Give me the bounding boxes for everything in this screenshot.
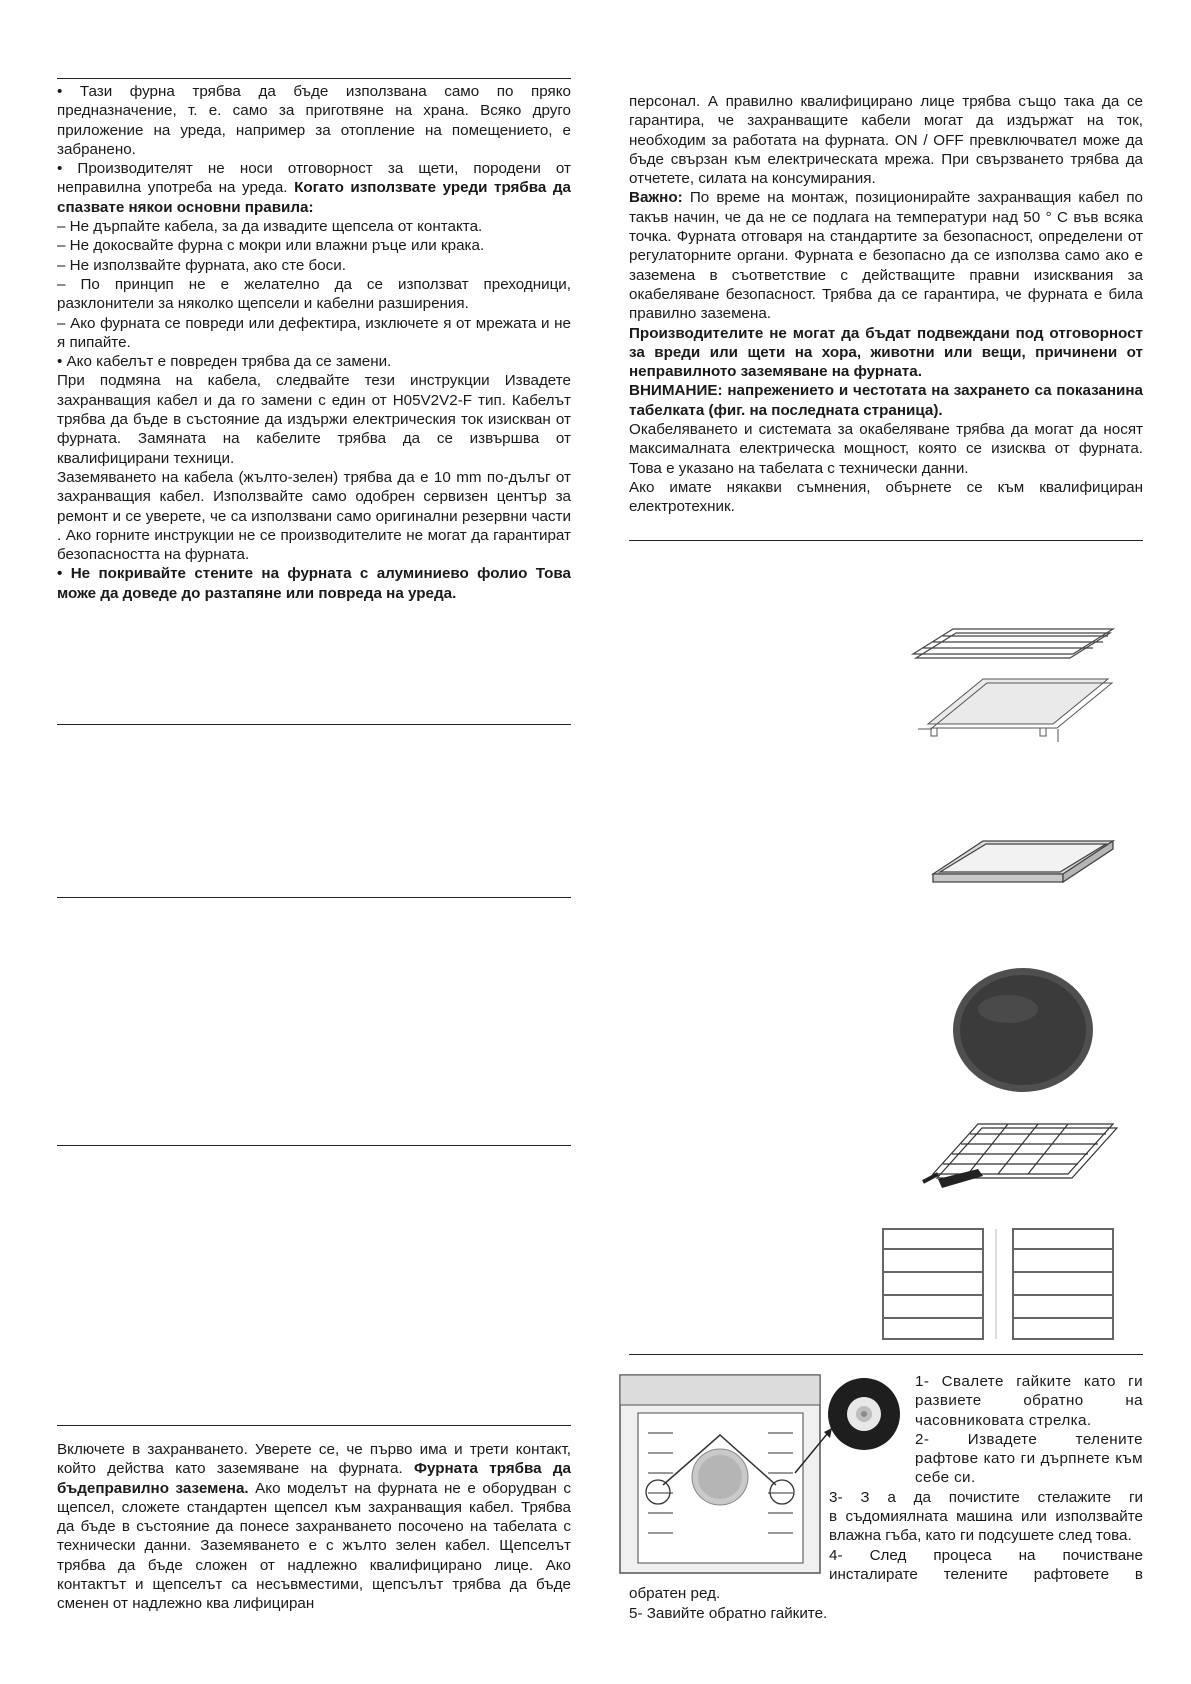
divider bbox=[57, 897, 571, 898]
paragraph: Заземяването на кабела (жълто-зелен) трябва да е 10 mm по-дълъг от захранващия кабел. Използвайте само одобрен сервизен център за ремонт и се уверете, че са използвани само оригинални резервни части . Ако горните инструкции не се производителите не могат да гарантират безопасността на фурната. bbox=[57, 468, 571, 564]
paragraph: Производителите не могат да бъдат подвеждани под отговорност за вреди или щети на хора, животни или вещи, причинени от неправилното заземяване на фурната. bbox=[629, 324, 1143, 381]
right-top-text bbox=[629, 92, 1143, 517]
paragraph: При подмяна на кабела, следвайте тези инструкции Извадете захранващия кабел и да го замени с един от H05V2V2-F тип. Кабелът трябва да бъде в състояние да издържи електрическия ток изискван от фурната. Замяната на кабелите трябва да се извършва от квалифицирани техници. bbox=[57, 372, 571, 467]
paragraph: – Не използвайте фурната, ако сте боси. bbox=[57, 256, 346, 274]
divider bbox=[57, 1145, 571, 1146]
pizza-tray-illustration bbox=[948, 964, 1098, 1094]
paragraph: • Ако кабелът е повреден трябва да се замени. bbox=[57, 353, 392, 371]
rack-removal-steps bbox=[629, 1372, 1143, 1623]
grill-rack-illustration bbox=[918, 1114, 1118, 1214]
step-1: 1- Свалете гайките като ги развиете обратно на часовниковата стрелка. bbox=[915, 1373, 1143, 1429]
paragraph: Ако имате някакви съмнения, обърнете се към квалифициран електротехник. bbox=[629, 478, 1143, 516]
left-bottom-text bbox=[57, 1440, 571, 1614]
step-4-start: 4- След процеса на почистване bbox=[829, 1546, 1143, 1564]
step-4-end: обратен ред. bbox=[629, 1585, 721, 1603]
paragraph: • Не покривайте стените на фурната с алуминиево фолио Това може да доведе до разтапяне или повреда на уреда. bbox=[57, 565, 571, 602]
paragraph: – Не дърпайте кабела, за да извадите щепсела от контакта. bbox=[57, 218, 483, 236]
step-5: 5- Завийте обратно гайките. bbox=[629, 1604, 828, 1622]
paragraph: – Не докосвайте фурна с мокри или влажни ръце или крака. bbox=[57, 237, 485, 255]
step-3-start: 3- З а да почистите стелажите ги bbox=[829, 1488, 1143, 1506]
side-racks-illustration bbox=[878, 1224, 1118, 1344]
paragraph: – По принцип не е желателно да се използват преходници, разклонители за няколко щепсели и кабелни разширения. bbox=[57, 275, 571, 313]
left-top-text bbox=[57, 82, 571, 603]
step-3-cont: в съдомиялната машина или използвайте влажна гъба, като ги подсушете след това. bbox=[829, 1508, 1143, 1545]
step-2: 2- Извадете телените рафтове като ги дърпнете към себе си. bbox=[915, 1430, 1143, 1487]
paragraph: Включете в захранването. Уверете се, че първо има и трети контакт, който действа като заземяване на фурната. Фурната трябва да бъдеправилно заземена. Ако моделът на фурната не е оборудван с щепсел, сложете стандартен щепсел към захранващия кабел. Трябва да бъде в състояние да понесе захранването посочено на табелата с технически данни. Заземяването е с жълто зелен кабел. Щепселът трябва да бъде сложен от надлежно квалифицирано лице. Ако контактът и щепселът са несъвместими, щепсълът трябва да бъде сменен от надлежно ква лифициран bbox=[57, 1441, 572, 1613]
divider bbox=[57, 724, 571, 725]
divider bbox=[629, 1354, 1143, 1355]
divider bbox=[57, 1425, 571, 1426]
divider bbox=[629, 540, 1143, 541]
step-4-cont: инсталирате телените рафтовете в bbox=[829, 1565, 1143, 1583]
paragraph: ВНИМАНИЕ: напрежението и честотата на захрането са показанина табелката (фиг. на последната страница). bbox=[629, 382, 1143, 419]
paragraph: • Производителят не носи отговорност за щети, породени от неправилна употреба на уреда. Когато използвате уреди трябва да спазвате някои основни правила: bbox=[57, 160, 571, 216]
paragraph: – Ако фурната се повреди или дефектира, изключете я от мрежата и не я пипайте. bbox=[57, 314, 571, 351]
paragraph: • Тази фурна трябва да бъде използвана само по пряко предназначение, т. е. само за приготвяне на храна. Всяко друго приложение на уреда, например за отопление на помещението, е забранено. bbox=[57, 83, 571, 158]
paragraph: Окабеляването и системата за окабеляване трябва да могат да носят максималната електрическа мощност, която се изисква от фурната. Това е указано на табелата с технически данни. bbox=[629, 421, 1143, 477]
baking-tray-illustration bbox=[928, 836, 1118, 906]
divider bbox=[57, 78, 571, 79]
paragraph: Важно: По време на монтаж, позиционирайте захранващия кабел по такъв начин, че да не се подлага на температури над 50 ° C във всяка точка. Фурната отговаря на стандартите за безопасност, определени от регулаторните органи. Фурната е безопасно да се използва само ако е заземена в съответствие с действащите правни изисквания за окабеляване безопасност. Трябва да се гарантира, че фурната е била правилно заземена. bbox=[629, 189, 1143, 323]
wire-rack-illustration bbox=[908, 624, 1118, 774]
paragraph: персонал. А правилно квалифицирано лице трябва също така да се гарантира, че захранващите кабели могат да издържат на ток, необходим за работата на фурната. ON / OFF превключвател може да бъде свързан към електрическата мрежа. При свързването трябва да отчетете, силата на консумирания. bbox=[629, 93, 1143, 188]
